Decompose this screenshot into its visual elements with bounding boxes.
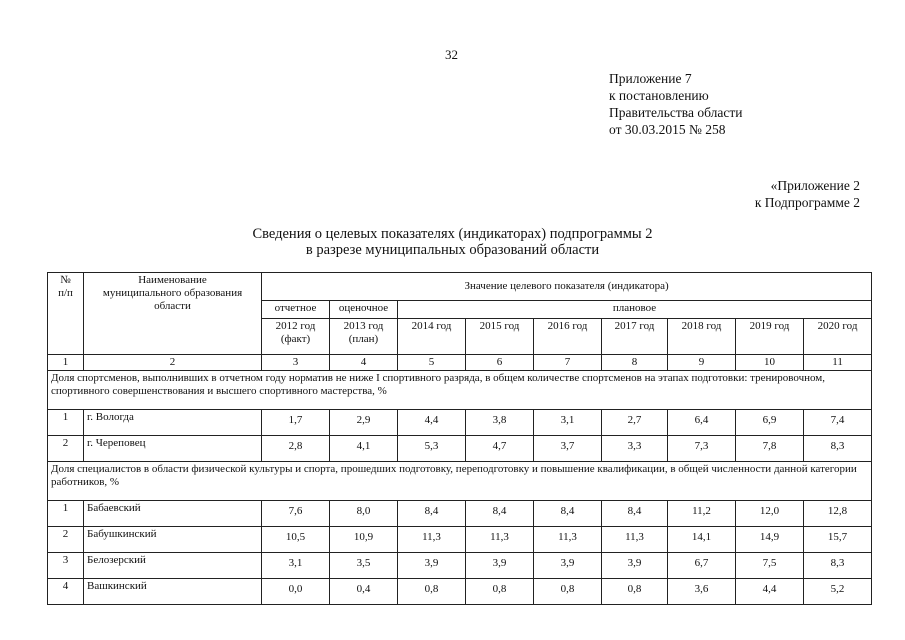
indicator-value: 8,4 (602, 501, 668, 527)
indicator-value: 11,3 (534, 527, 602, 553)
column-number: 5 (398, 355, 466, 371)
indicator-value: 3,9 (398, 553, 466, 579)
row-num: 3 (48, 553, 84, 579)
indicator-value: 3,1 (262, 553, 330, 579)
table-row (48, 553, 872, 579)
indicator-value: 0,8 (466, 579, 534, 605)
indicator-value: 12,8 (804, 501, 872, 527)
section-row (48, 462, 872, 501)
indicator-value: 3,9 (466, 553, 534, 579)
header-num: № п/п (48, 273, 84, 355)
column-number: 4 (330, 355, 398, 371)
municipality-name: Белозерский (84, 553, 262, 579)
indicator-value: 8,3 (804, 436, 872, 462)
indicator-value: 12,0 (736, 501, 804, 527)
indicator-value: 14,9 (736, 527, 804, 553)
page-number: 32 (445, 47, 458, 62)
column-number: 9 (668, 355, 736, 371)
indicator-value: 3,1 (534, 410, 602, 436)
indicator-value: 3,5 (330, 553, 398, 579)
header-planned: плановое (398, 301, 872, 319)
header-year: 2017 год (602, 319, 668, 355)
indicator-value: 11,3 (466, 527, 534, 553)
indicator-value: 8,0 (330, 501, 398, 527)
header-year: 2016 год (534, 319, 602, 355)
row-num: 1 (48, 501, 84, 527)
document-title (0, 226, 905, 258)
indicator-value: 0,8 (534, 579, 602, 605)
indicator-value: 7,6 (262, 501, 330, 527)
indicator-value: 11,3 (602, 527, 668, 553)
indicator-value: 4,4 (736, 579, 804, 605)
indicator-value: 5,3 (398, 436, 466, 462)
appendix-line: Приложение 7 (609, 71, 692, 86)
column-number: 7 (534, 355, 602, 371)
column-number: 1 (48, 355, 84, 371)
column-number: 3 (262, 355, 330, 371)
indicator-value: 2,8 (262, 436, 330, 462)
table-row (48, 527, 872, 553)
column-number: 6 (466, 355, 534, 371)
header-year: 2013 год (план) (330, 319, 398, 355)
appendix-line: к постановлению (609, 88, 709, 103)
indicator-value: 5,2 (804, 579, 872, 605)
column-numbers-row (48, 355, 872, 371)
indicator-value: 8,4 (466, 501, 534, 527)
indicator-value: 1,7 (262, 410, 330, 436)
section-title: Доля специалистов в области физической культуры и спорта, прошедших подготовку, переподготовку и повышение квалификации, в общей численности данной категории работников, % (48, 462, 872, 501)
table-row (48, 410, 872, 436)
appendix-line: к Подпрограмме 2 (754, 195, 860, 210)
header-year: 2019 год (736, 319, 804, 355)
municipality-name: г. Череповец (84, 436, 262, 462)
indicator-value: 0,4 (330, 579, 398, 605)
table-row (48, 436, 872, 462)
table-row (48, 501, 872, 527)
indicator-value: 7,3 (668, 436, 736, 462)
indicator-value: 8,4 (534, 501, 602, 527)
appendix-line: от 30.03.2015 № 258 (609, 122, 726, 137)
appendix-line: «Приложение 2 (770, 178, 860, 193)
column-number: 8 (602, 355, 668, 371)
indicator-value: 15,7 (804, 527, 872, 553)
appendix-line: Правительства области (609, 105, 743, 120)
table-row (48, 579, 872, 605)
indicator-value: 2,7 (602, 410, 668, 436)
header-reported: отчетное (262, 301, 330, 319)
indicator-value: 2,9 (330, 410, 398, 436)
indicators-table (47, 272, 872, 605)
section-title: Доля спортсменов, выполнивших в отчетном году норматив не ниже I спортивного разряда, в общем количестве спортсменов на этапах подготовки: тренировочном, спортивного совершенствования и высшего спортивного мастерства, % (48, 371, 872, 410)
indicator-value: 0,8 (398, 579, 466, 605)
row-num: 4 (48, 579, 84, 605)
title-line: Сведения о целевых показателях (индикаторах) подпрограммы 2 (252, 226, 653, 242)
header-year: 2020 год (804, 319, 872, 355)
row-num: 2 (48, 527, 84, 553)
indicator-value: 14,1 (668, 527, 736, 553)
indicator-value: 6,4 (668, 410, 736, 436)
header-year: 2015 год (466, 319, 534, 355)
indicator-value: 10,5 (262, 527, 330, 553)
indicator-value: 7,5 (736, 553, 804, 579)
indicator-value: 0,8 (602, 579, 668, 605)
row-num: 1 (48, 410, 84, 436)
appendix-subheader (755, 177, 860, 211)
header-value-group: Значение целевого показателя (индикатора) (262, 273, 872, 301)
indicator-value: 3,7 (534, 436, 602, 462)
indicator-value: 8,3 (804, 553, 872, 579)
indicator-value: 8,4 (398, 501, 466, 527)
indicator-value: 4,1 (330, 436, 398, 462)
indicator-value: 6,9 (736, 410, 804, 436)
header-year: 2018 год (668, 319, 736, 355)
municipality-name: Вашкинский (84, 579, 262, 605)
indicator-value: 7,4 (804, 410, 872, 436)
indicator-value: 3,9 (602, 553, 668, 579)
indicator-value: 11,3 (398, 527, 466, 553)
indicator-value: 3,8 (466, 410, 534, 436)
indicator-value: 6,7 (668, 553, 736, 579)
header-year: 2014 год (398, 319, 466, 355)
indicator-value: 3,3 (602, 436, 668, 462)
section-row (48, 371, 872, 410)
column-number: 10 (736, 355, 804, 371)
header-name: Наименование муниципального образования области (84, 273, 262, 355)
indicator-value: 3,9 (534, 553, 602, 579)
indicator-value: 4,4 (398, 410, 466, 436)
header-year: 2012 год (факт) (262, 319, 330, 355)
header-estimated: оценочное (330, 301, 398, 319)
indicator-value: 0,0 (262, 579, 330, 605)
municipality-name: Бабаевский (84, 501, 262, 527)
title-line: в разрезе муниципальных образований области (305, 242, 600, 258)
column-number: 11 (804, 355, 872, 371)
indicator-value: 4,7 (466, 436, 534, 462)
indicator-value: 3,6 (668, 579, 736, 605)
indicator-value: 10,9 (330, 527, 398, 553)
indicator-value: 7,8 (736, 436, 804, 462)
row-num: 2 (48, 436, 84, 462)
municipality-name: г. Вологда (84, 410, 262, 436)
indicator-value: 11,2 (668, 501, 736, 527)
column-number: 2 (84, 355, 262, 371)
municipality-name: Бабушкинский (84, 527, 262, 553)
appendix-header (609, 70, 742, 138)
